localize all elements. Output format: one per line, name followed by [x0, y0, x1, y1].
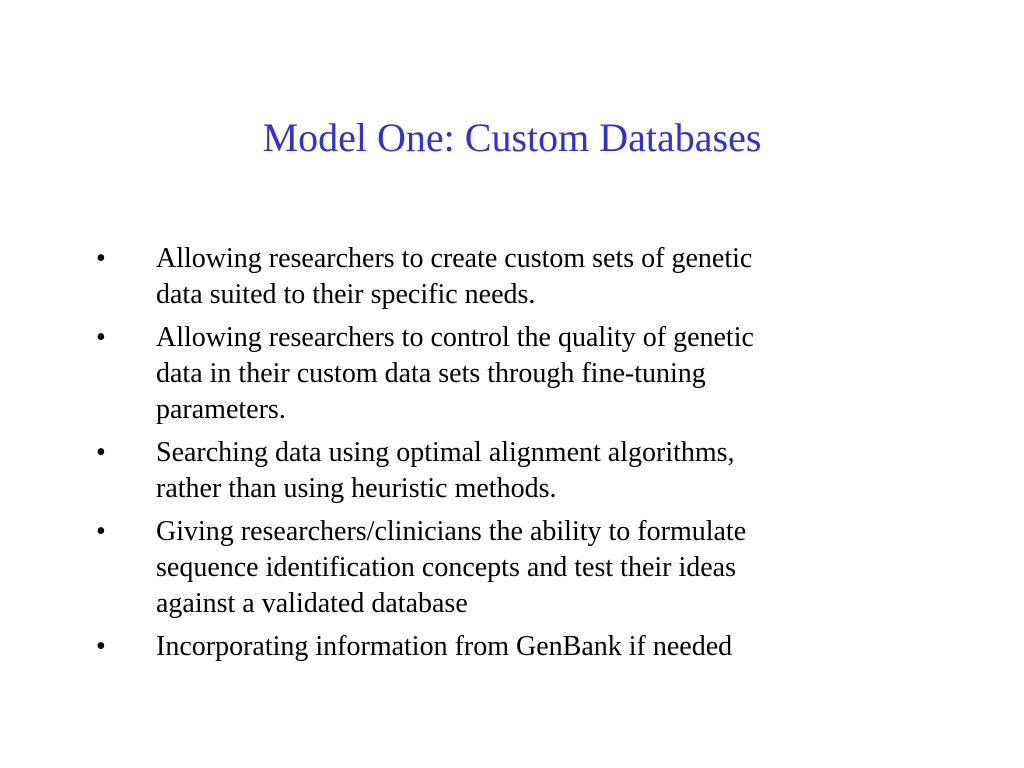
bullet-item — [96, 435, 896, 507]
bullet-marker: • — [96, 516, 106, 547]
bullet-item — [96, 629, 896, 665]
bullet-text: Giving researchers/clinicians the ability to formulate sequence identification concepts and test their ideas against a validated database — [156, 516, 747, 619]
bullet-list — [96, 241, 896, 672]
bullet-marker: • — [96, 243, 106, 274]
bullet-text: Incorporating information from GenBank if needed — [156, 631, 733, 662]
bullet-marker: • — [96, 322, 106, 353]
bullet-text: Allowing researchers to create custom sets of genetic data suited to their specific needs. — [156, 243, 753, 310]
bullet-text: Searching data using optimal alignment algorithms, rather than using heuristic methods. — [156, 437, 735, 504]
bullet-text: Allowing researchers to control the quality of genetic data in their custom data sets through fine-tuning parameters. — [156, 322, 754, 425]
bullet-item — [96, 514, 896, 622]
bullet-item — [96, 241, 896, 313]
bullet-item — [96, 320, 896, 428]
bullet-marker: • — [96, 631, 106, 662]
bullet-marker: • — [96, 437, 106, 468]
slide-title: Model One: Custom Databases — [262, 115, 762, 160]
